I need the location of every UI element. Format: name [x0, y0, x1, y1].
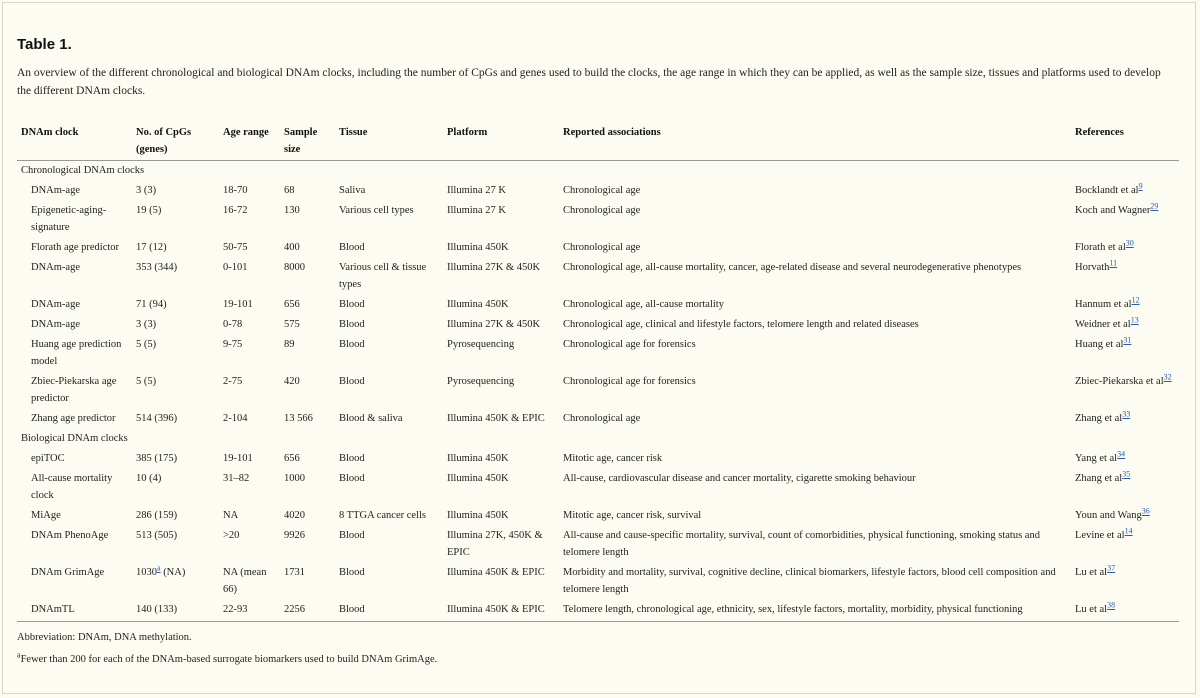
reference-cell: [1071, 238, 1179, 258]
associations-cell: Mitotic age, cancer risk: [563, 453, 663, 464]
reference-link[interactable]: 11: [1109, 258, 1118, 268]
table-caption: An overview of the different chronological and biological DNAm clocks, including the number of CpGs and genes used to build the clocks, the age range in which they can be applied, as well as the sample size, tissues and platforms used to develop the different DNAm clocks.: [17, 67, 1161, 97]
platform-cell: Illumina 450K: [447, 510, 509, 521]
age-range-cell: 50-75: [223, 242, 248, 253]
age-range-cell: 0-101: [223, 262, 248, 273]
reference-text: Weidner et al: [1075, 319, 1131, 330]
age-range-cell: 2-75: [223, 376, 243, 387]
reference-link[interactable]: 38: [1107, 600, 1116, 610]
reference-text: Zhang et al: [1075, 473, 1123, 484]
table-row: [17, 295, 1179, 315]
tissue-cell: Blood: [339, 339, 365, 350]
reference-cell: [1071, 506, 1179, 526]
reference-text: Hannum et al: [1075, 299, 1132, 310]
sample-size-cell: 575: [284, 319, 300, 330]
age-range-cell: 16-72: [223, 205, 248, 216]
sample-size-cell: 8000: [284, 262, 305, 273]
table-row: [17, 335, 1179, 372]
genes-value: (NA): [160, 567, 186, 578]
table-row: [17, 372, 1179, 409]
tissue-cell: Blood & saliva: [339, 413, 403, 424]
associations-cell: Chronological age, all-cause mortality: [563, 299, 724, 310]
age-range-cell: 0-78: [223, 319, 243, 330]
platform-cell: Illumina 450K & EPIC: [447, 413, 545, 424]
associations-cell: Mitotic age, cancer risk, survival: [563, 510, 702, 521]
sample-size-cell: 68: [284, 185, 295, 196]
sample-size-cell: 656: [284, 453, 300, 464]
reference-text: Lu et al: [1075, 567, 1108, 578]
clock-name-cell: MiAge: [31, 510, 61, 521]
reference-link[interactable]: 33: [1122, 409, 1131, 419]
sample-size-cell: 400: [284, 242, 300, 253]
platform-cell: Pyrosequencing: [447, 376, 515, 387]
platform-cell: Illumina 450K: [447, 453, 509, 464]
tissue-cell: Blood: [339, 299, 365, 310]
sample-size-cell: 1731: [284, 567, 305, 578]
age-range-cell: >20: [223, 530, 240, 541]
reference-text: Levine et al: [1075, 530, 1125, 541]
tissue-cell: 8 TTGA cancer cells: [339, 510, 426, 521]
cpgs-cell: 385 (175): [136, 453, 178, 464]
tissue-cell: Blood: [339, 453, 365, 464]
reference-text: Florath et al: [1075, 242, 1126, 253]
table-row: [17, 600, 1179, 622]
clock-name-cell: DNAm-age: [31, 319, 80, 330]
reference-link[interactable]: 13: [1130, 315, 1139, 325]
associations-cell: Morbidity and mortality, survival, cognitive decline, clinical biomarkers, lifestyle factors, blood cell composition and telomere length: [563, 567, 1056, 595]
tissue-cell: Blood: [335, 600, 443, 622]
platform-cell: Pyrosequencing: [447, 339, 515, 350]
table-row: [17, 526, 1179, 563]
table-row: [17, 409, 1179, 429]
associations-cell: All-cause, cardiovascular disease and cancer mortality, cigarette smoking behaviour: [563, 473, 916, 484]
sample-size-cell: 1000: [284, 473, 305, 484]
associations-cell: Chronological age: [563, 413, 641, 424]
cpgs-cell: 5 (5): [136, 339, 157, 350]
reference-link[interactable]: 34: [1117, 449, 1126, 459]
footnote-a: [17, 650, 438, 665]
clock-name-cell: DNAm GrimAge: [31, 567, 105, 578]
table-row: [17, 258, 1179, 295]
reference-cell: [1071, 372, 1179, 409]
header-cell: Tissue: [335, 120, 443, 161]
cpgs-cell: 71 (94): [136, 299, 167, 310]
reference-link[interactable]: 14: [1124, 526, 1133, 536]
sample-size-cell: 130: [284, 205, 300, 216]
cpgs-cell: 513 (505): [136, 530, 178, 541]
cpgs-cell: 5 (5): [136, 376, 157, 387]
cpgs-cell: 17 (12): [136, 242, 167, 253]
age-range-cell: 31–82: [223, 473, 250, 484]
cpgs-cell: 3 (3): [136, 319, 157, 330]
tissue-cell: Blood: [339, 242, 365, 253]
sample-size-cell: 9926: [284, 530, 305, 541]
table-row: [17, 449, 1179, 469]
reference-cell: [1071, 409, 1179, 429]
associations-cell: Chronological age, clinical and lifestyle factors, telomere length and related diseases: [563, 319, 919, 330]
tissue-cell: Blood: [339, 319, 365, 330]
cpgs-cell: 514 (396): [136, 413, 178, 424]
platform-cell: Illumina 27K & 450K: [447, 319, 541, 330]
clock-name-cell: DNAm PhenoAge: [31, 530, 109, 541]
tissue-cell: Various cell & tissue types: [339, 262, 427, 290]
platform-cell: Illumina 27K, 450K & EPIC: [447, 530, 543, 558]
clock-name-cell: Florath age predictor: [31, 242, 120, 253]
tissue-cell: Blood: [339, 473, 365, 484]
reference-link[interactable]: 32: [1163, 372, 1172, 382]
associations-cell: Chronological age for forensics: [563, 376, 696, 387]
platform-cell: Illumina 27 K: [447, 185, 506, 196]
cpgs-cell: 19 (5): [136, 205, 162, 216]
age-range-cell: 22-93: [219, 600, 280, 622]
table-row: [17, 506, 1179, 526]
reference-link[interactable]: 9: [1138, 181, 1143, 191]
clock-name-cell: Zbiec-Piekarska age predictor: [31, 376, 117, 404]
header-row: [17, 120, 1179, 161]
sample-size-cell: 13 566: [284, 413, 313, 424]
tissue-cell: Blood: [339, 376, 365, 387]
tissue-cell: Various cell types: [339, 205, 414, 216]
table-row: [17, 181, 1179, 201]
group-label: Biological DNAm clocks: [21, 433, 128, 444]
abbreviation-note: Abbreviation: DNAm, DNA methylation.: [17, 632, 192, 643]
platform-cell: Illumina 27K & 450K: [447, 262, 541, 273]
header-cell: References: [1071, 120, 1179, 161]
reference-link[interactable]: 36: [1141, 506, 1150, 516]
clock-name-cell: DNAmTL: [17, 600, 132, 622]
reference-cell: [1071, 526, 1179, 563]
reference-cell: [1071, 563, 1179, 600]
age-range-cell: 2-104: [223, 413, 248, 424]
reference-text: Bocklandt et al: [1075, 185, 1139, 196]
associations-cell: Chronological age for forensics: [563, 339, 696, 350]
header-cell: Age range: [219, 120, 280, 161]
reference-text: Zbiec-Piekarska et al: [1075, 376, 1164, 387]
platform-cell: Illumina 450K: [447, 299, 509, 310]
tissue-cell: Blood: [339, 530, 365, 541]
table-row: [17, 238, 1179, 258]
clock-name-cell: DNAm-age: [31, 185, 80, 196]
footnote-text: Fewer than 200 for each of the DNAm-based surrogate biomarkers used to build DNAm GrimAge.: [20, 654, 438, 665]
associations-cell: Chronological age: [563, 205, 641, 216]
header-cell: Sample size: [280, 120, 335, 161]
sample-size-cell: 2256: [280, 600, 335, 622]
sample-size-cell: 420: [284, 376, 300, 387]
sample-size-cell: 89: [284, 339, 295, 350]
reference-cell: [1071, 469, 1179, 506]
table-row: [17, 563, 1179, 600]
associations-cell: All-cause and cause-specific mortality, survival, count of comorbidities, physical functioning, smoking status and telomere length: [563, 530, 1040, 558]
cpgs-cell: 10 (4): [136, 473, 162, 484]
reference-text: Lu et al: [1075, 604, 1108, 615]
clock-name-cell: Epigenetic-aging-signature: [31, 205, 107, 233]
reference-text: Yang et al: [1075, 453, 1118, 464]
associations-cell: Chronological age, all-cause mortality, cancer, age-related disease and several neurodegenerative phenotypes: [563, 262, 1022, 273]
table-row: [17, 469, 1179, 506]
reference-text: Horvath: [1075, 262, 1110, 273]
cpgs-value: 1030: [136, 567, 157, 578]
group-row: [17, 429, 1179, 449]
tissue-cell: Saliva: [339, 185, 366, 196]
associations-cell: Telomere length, chronological age, ethnicity, sex, lifestyle factors, mortality, morbidity, physical functioning: [559, 600, 1071, 622]
table-title: Table 1.: [17, 36, 72, 53]
sample-size-cell: 656: [284, 299, 300, 310]
reference-cell: [1071, 315, 1179, 335]
reference-link[interactable]: 29: [1150, 201, 1159, 211]
group-label: Chronological DNAm clocks: [21, 165, 145, 176]
cpgs-cell: 353 (344): [136, 262, 178, 273]
reference-cell: [1071, 449, 1179, 469]
platform-cell: Illumina 27 K: [447, 205, 506, 216]
dnam-clocks-table: [17, 120, 1179, 622]
header-cell: Reported associations: [559, 120, 1071, 161]
reference-link[interactable]: 35: [1122, 469, 1131, 479]
reference-text: Youn and Wang: [1075, 510, 1142, 521]
associations-cell: Chronological age: [563, 242, 641, 253]
reference-cell: [1071, 600, 1179, 622]
header-cell: DNAm clock: [17, 120, 132, 161]
reference-link[interactable]: 12: [1131, 295, 1140, 305]
clock-name-cell: epiTOC: [31, 453, 65, 464]
reference-text: Koch and Wagner: [1075, 205, 1151, 216]
sample-size-cell: 4020: [284, 510, 305, 521]
cpgs-cell: 286 (159): [136, 510, 178, 521]
table-row: [17, 315, 1179, 335]
age-range-cell: NA (mean 66): [223, 567, 267, 595]
reference-cell: [1071, 295, 1179, 315]
cpgs-cell: 3 (3): [136, 185, 157, 196]
clock-name-cell: DNAm-age: [31, 262, 80, 273]
platform-cell: Illumina 450K & EPIC: [447, 567, 545, 578]
reference-text: Huang et al: [1075, 339, 1124, 350]
group-row: [17, 161, 1179, 182]
age-range-cell: 18-70: [223, 185, 248, 196]
reference-link[interactable]: 37: [1107, 563, 1116, 573]
clock-name-cell: Zhang age predictor: [31, 413, 116, 424]
reference-cell: [1071, 201, 1179, 238]
age-range-cell: 9-75: [223, 339, 243, 350]
platform-cell: Illumina 450K: [447, 473, 509, 484]
clock-name-cell: DNAm-age: [31, 299, 80, 310]
header-cell: Platform: [443, 120, 559, 161]
table-row: [17, 201, 1179, 238]
reference-link[interactable]: 31: [1123, 335, 1132, 345]
platform-cell: Illumina 450K & EPIC: [443, 600, 559, 622]
reference-text: Zhang et al: [1075, 413, 1123, 424]
reference-cell: [1071, 181, 1179, 201]
age-range-cell: 19-101: [223, 453, 253, 464]
clock-name-cell: Huang age prediction model: [31, 339, 122, 367]
age-range-cell: NA: [223, 510, 239, 521]
header-cell: No. of CpGs (genes): [132, 120, 219, 161]
reference-cell: [1071, 335, 1179, 372]
reference-cell: [1071, 258, 1179, 295]
tissue-cell: Blood: [339, 567, 365, 578]
cpgs-cell: [132, 563, 219, 600]
reference-link[interactable]: 30: [1125, 238, 1134, 248]
cpgs-cell: 140 (133): [132, 600, 219, 622]
clock-name-cell: All-cause mortality clock: [31, 473, 113, 501]
footnote-link[interactable]: a: [157, 563, 161, 573]
footnote-mark: a: [17, 650, 21, 660]
platform-cell: Illumina 450K: [447, 242, 509, 253]
associations-cell: Chronological age: [563, 185, 641, 196]
age-range-cell: 19-101: [223, 299, 253, 310]
